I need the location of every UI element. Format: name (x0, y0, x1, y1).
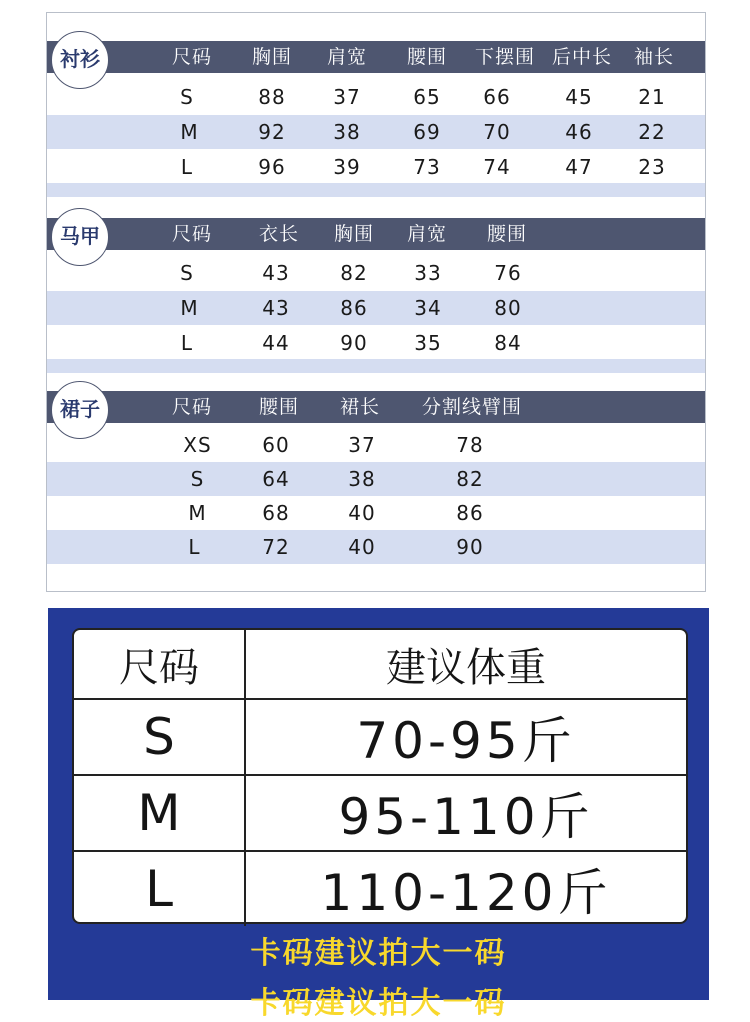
skirt-header-waist: 腰围 (258, 396, 299, 418)
skirt-cell: 37 (348, 433, 376, 457)
vest-cell: 90 (340, 331, 368, 355)
shirt-cell: 66 (483, 85, 511, 109)
skirt-cell: XS (183, 433, 212, 457)
weight-range-cell: 70-95斤 (356, 712, 576, 770)
shirt-cell: 65 (413, 85, 441, 109)
shirt-header-waist: 腰围 (406, 46, 447, 68)
shirt-header-size: 尺码 (171, 46, 212, 68)
vest-cell: 33 (414, 261, 442, 285)
skirt-cell: M (188, 501, 207, 525)
weight-header-size: 尺码 (74, 630, 246, 698)
weight-recommendation-panel (48, 608, 709, 1021)
table-row (47, 80, 705, 114)
section-divider (47, 183, 705, 197)
vest-cell: 76 (494, 261, 522, 285)
shirt-cell: 46 (565, 120, 593, 144)
vest-badge: 马甲 (51, 208, 109, 266)
table-row (47, 530, 705, 564)
skirt-cell: 72 (262, 535, 290, 559)
skirt-cell: 68 (262, 501, 290, 525)
weight-range-cell: 110-120斤 (320, 864, 612, 922)
skirt-cell: L (188, 535, 201, 559)
vest-cell: 43 (262, 296, 290, 320)
section-divider (47, 359, 705, 373)
skirt-cell: 38 (348, 467, 376, 491)
vest-header-waist: 腰围 (486, 223, 527, 245)
vest-cell: 84 (494, 331, 522, 355)
skirt-cell: 82 (456, 467, 484, 491)
weight-size-cell: M (74, 776, 246, 850)
shirt-cell: 92 (258, 120, 286, 144)
shirt-cell: 74 (483, 155, 511, 179)
vest-header-length: 衣长 (258, 223, 299, 245)
skirt-cell: 40 (348, 501, 376, 525)
shirt-cell: S (180, 85, 194, 109)
skirt-header-arm: 分割线臂围 (421, 396, 522, 418)
shirt-cell: 96 (258, 155, 286, 179)
table-row (47, 256, 705, 290)
shirt-cell: 88 (258, 85, 286, 109)
shirt-header-back-length: 后中长 (551, 46, 612, 68)
shirt-cell: 73 (413, 155, 441, 179)
weight-range-cell: 95-110斤 (338, 788, 594, 846)
vest-cell: 86 (340, 296, 368, 320)
skirt-cell: 40 (348, 535, 376, 559)
weight-table-header (74, 630, 686, 700)
shirt-cell: 37 (333, 85, 361, 109)
vest-header (47, 218, 705, 250)
skirt-badge: 裙子 (51, 381, 109, 439)
weight-size-cell: L (74, 852, 246, 926)
weight-table (72, 628, 688, 924)
vest-cell: 43 (262, 261, 290, 285)
shirt-header-hem: 下摆围 (474, 46, 535, 68)
shirt-cell: 70 (483, 120, 511, 144)
shirt-cell: 38 (333, 120, 361, 144)
shirt-header-sleeve: 袖长 (633, 46, 674, 68)
vest-cell: L (180, 331, 194, 355)
shirt-cell: 69 (413, 120, 441, 144)
skirt-cell: S (190, 467, 205, 491)
vest-cell: S (180, 261, 194, 285)
shirt-cell: 21 (638, 85, 666, 109)
size-chart-card (46, 12, 706, 592)
vest-cell: 80 (494, 296, 522, 320)
table-row (47, 115, 705, 149)
table-row (47, 496, 705, 530)
table-row (47, 326, 705, 360)
vest-header-shoulder: 肩宽 (406, 223, 447, 245)
skirt-header-length: 裙长 (339, 396, 380, 418)
shirt-cell: 39 (333, 155, 361, 179)
table-row (47, 150, 705, 184)
shirt-cell: 47 (565, 155, 593, 179)
shirt-cell: M (180, 120, 199, 144)
weight-header-weight: 建议体重 (386, 644, 546, 691)
shirt-cell: 45 (565, 85, 593, 109)
table-row (47, 428, 705, 462)
skirt-header (47, 391, 705, 423)
vest-cell: 44 (262, 331, 290, 355)
vest-cell: 34 (414, 296, 442, 320)
shirt-header-chest: 胸围 (251, 46, 292, 68)
skirt-cell: 86 (456, 501, 484, 525)
size-tip-cropped (48, 986, 709, 1021)
table-row (47, 462, 705, 496)
shirt-cell: L (180, 155, 194, 179)
weight-size-cell: S (74, 700, 246, 774)
vest-header-chest: 胸围 (333, 223, 374, 245)
vest-cell: 35 (414, 331, 442, 355)
size-tip: 卡码建议拍大一码 (250, 936, 507, 971)
table-row (74, 852, 686, 926)
shirt-badge: 衬衫 (51, 31, 109, 89)
shirt-header (47, 41, 705, 73)
table-row (74, 776, 686, 852)
vest-cell: 82 (340, 261, 368, 285)
shirt-header-shoulder: 肩宽 (326, 46, 367, 68)
skirt-cell: 64 (262, 467, 290, 491)
table-row (47, 291, 705, 325)
skirt-cell: 90 (456, 535, 484, 559)
vest-header-size: 尺码 (171, 223, 212, 245)
shirt-cell: 22 (638, 120, 666, 144)
shirt-cell: 23 (638, 155, 666, 179)
skirt-cell: 78 (456, 433, 484, 457)
table-row (74, 700, 686, 776)
skirt-cell: 60 (262, 433, 290, 457)
vest-cell: M (180, 296, 199, 320)
size-tip-cropped-text: 卡码建议拍大一码 (250, 986, 507, 1021)
skirt-header-size: 尺码 (171, 396, 212, 418)
